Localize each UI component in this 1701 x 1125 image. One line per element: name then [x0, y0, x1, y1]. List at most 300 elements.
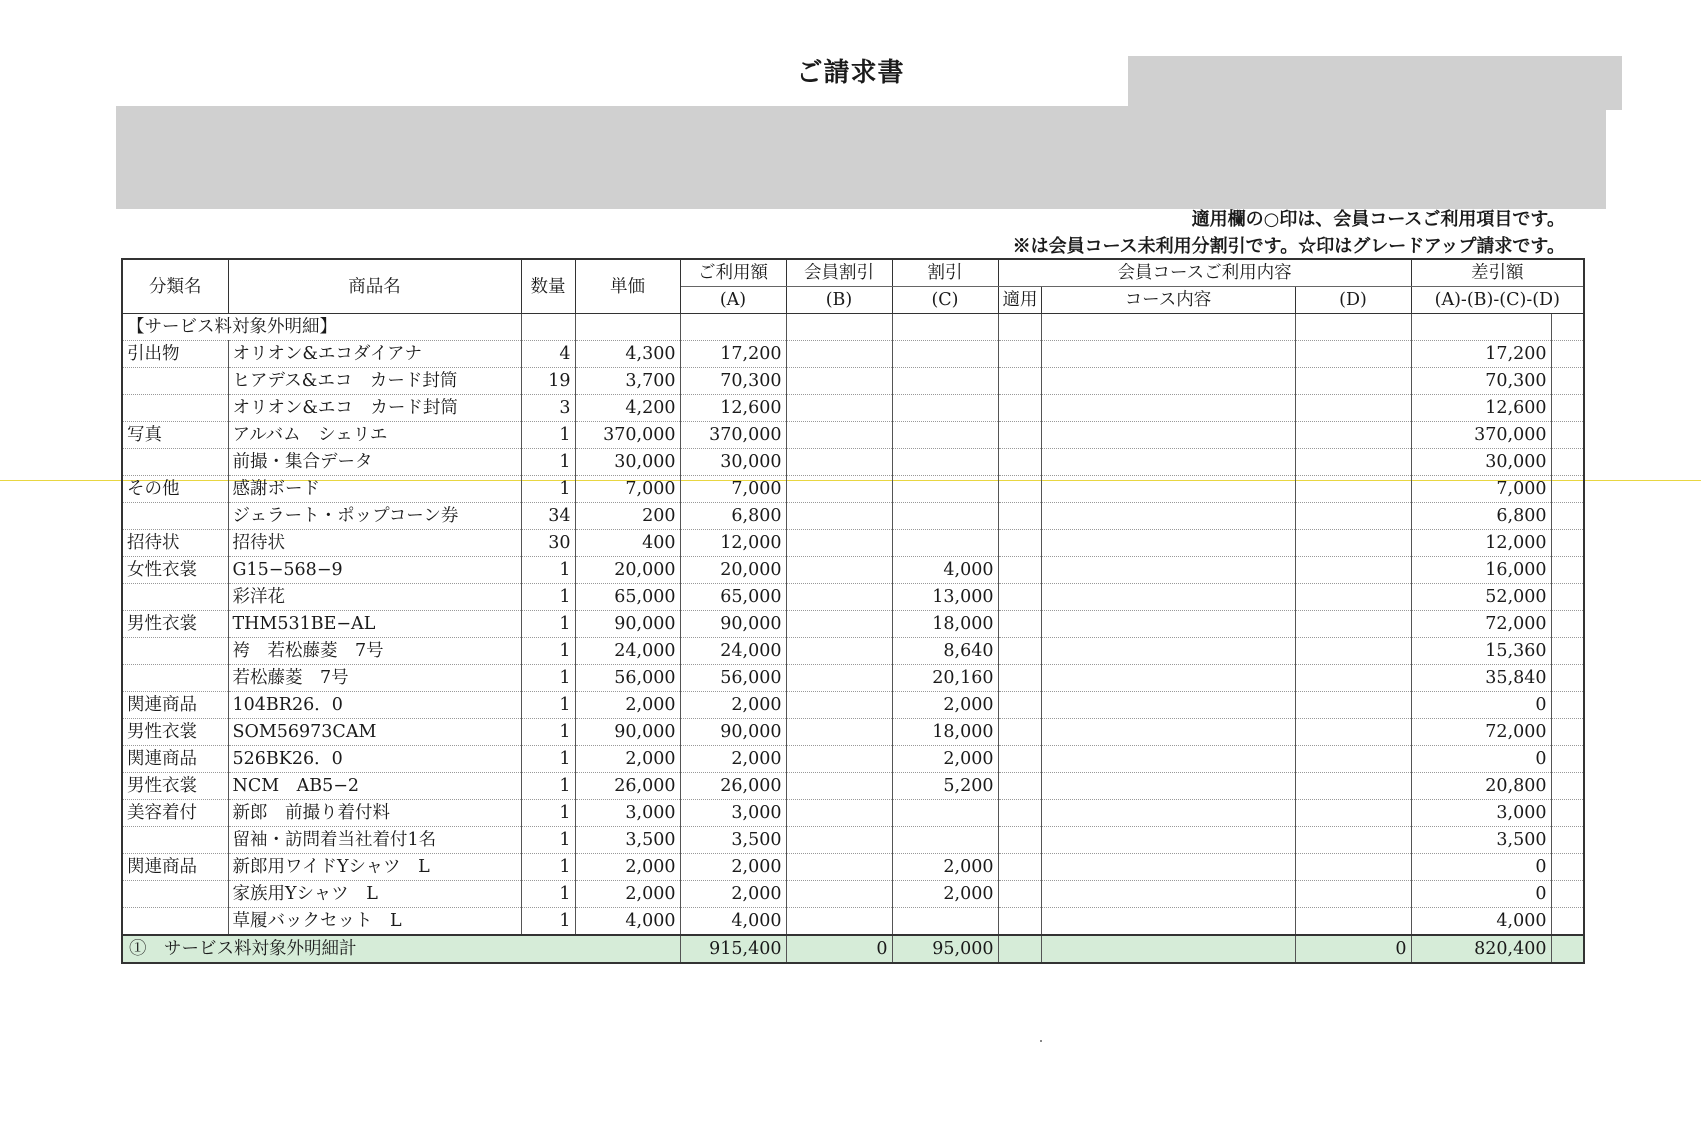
cell-category — [122, 584, 228, 611]
cell-unit-price: 7,000 — [575, 476, 680, 503]
cell-course-d — [1295, 476, 1411, 503]
cell-course-content — [1041, 881, 1295, 908]
cell-apply — [998, 368, 1041, 395]
cell-product: 留袖・訪問着当社着付1名 — [228, 827, 521, 854]
cell-course-content — [1041, 665, 1295, 692]
cell-spare — [1551, 530, 1584, 557]
cell-course-d — [1295, 503, 1411, 530]
cell-product: ジェラート・ポップコーン券 — [228, 503, 521, 530]
cell-category — [122, 665, 228, 692]
cell-course-d — [1295, 368, 1411, 395]
table-row — [122, 530, 1584, 557]
cell-product: THM531BE−AL — [228, 611, 521, 638]
cell-discount: 18,000 — [892, 719, 998, 746]
cell-empty — [1041, 314, 1295, 341]
cell-qty: 1 — [521, 584, 575, 611]
cell-course-d — [1295, 719, 1411, 746]
cell-product: 前撮・集合データ — [228, 449, 521, 476]
cell-qty: 1 — [521, 422, 575, 449]
cell-member-discount — [786, 395, 892, 422]
section-title: 【サービス料対象外明細】 — [122, 314, 521, 341]
cell-amount: 56,000 — [680, 665, 786, 692]
cell-qty: 1 — [521, 746, 575, 773]
cell-apply — [998, 692, 1041, 719]
cell-unit-price: 2,000 — [575, 692, 680, 719]
cell-apply — [998, 827, 1041, 854]
cell-apply — [998, 476, 1041, 503]
cell-apply — [998, 503, 1041, 530]
header-amount: ご利用額 — [680, 259, 786, 287]
total-spare — [1551, 935, 1584, 963]
cell-product: アルバム シェリエ — [228, 422, 521, 449]
cell-empty — [998, 314, 1041, 341]
total-course-content — [1041, 935, 1295, 963]
cell-apply — [998, 800, 1041, 827]
cell-qty: 19 — [521, 368, 575, 395]
table-row — [122, 692, 1584, 719]
cell-qty: 1 — [521, 908, 575, 936]
cell-spare — [1551, 557, 1584, 584]
cell-discount — [892, 395, 998, 422]
cell-course-content — [1041, 422, 1295, 449]
cell-spare — [1551, 692, 1584, 719]
cell-course-content — [1041, 638, 1295, 665]
cell-course-content — [1041, 854, 1295, 881]
cell-qty: 1 — [521, 773, 575, 800]
cell-amount: 90,000 — [680, 611, 786, 638]
cell-member-discount — [786, 341, 892, 368]
cell-member-discount — [786, 854, 892, 881]
cell-course-d — [1295, 773, 1411, 800]
cell-spare — [1551, 665, 1584, 692]
header-member-discount: 会員割引 — [786, 259, 892, 287]
cell-unit-price: 26,000 — [575, 773, 680, 800]
cell-diff: 0 — [1411, 881, 1551, 908]
cell-product: オリオン&エコダイアナ — [228, 341, 521, 368]
cell-amount: 90,000 — [680, 719, 786, 746]
table-row — [122, 584, 1584, 611]
table-row — [122, 503, 1584, 530]
cell-qty: 1 — [521, 827, 575, 854]
cell-course-content — [1041, 476, 1295, 503]
cell-category: 男性衣裳 — [122, 611, 228, 638]
cell-spare — [1551, 881, 1584, 908]
table-row — [122, 557, 1584, 584]
cell-diff: 15,360 — [1411, 638, 1551, 665]
cell-member-discount — [786, 773, 892, 800]
cell-apply — [998, 773, 1041, 800]
cell-diff: 16,000 — [1411, 557, 1551, 584]
cell-diff: 17,200 — [1411, 341, 1551, 368]
cell-unit-price: 3,000 — [575, 800, 680, 827]
cell-qty: 3 — [521, 395, 575, 422]
cell-discount — [892, 422, 998, 449]
cell-category: 写真 — [122, 422, 228, 449]
cell-unit-price: 65,000 — [575, 584, 680, 611]
header-unit-price: 単価 — [575, 259, 680, 314]
cell-unit-price: 90,000 — [575, 611, 680, 638]
cell-product: 家族用Yシャツ L — [228, 881, 521, 908]
cell-qty: 1 — [521, 476, 575, 503]
cell-member-discount — [786, 746, 892, 773]
cell-amount: 17,200 — [680, 341, 786, 368]
cell-unit-price: 4,300 — [575, 341, 680, 368]
cell-amount: 2,000 — [680, 881, 786, 908]
header-category: 分類名 — [122, 259, 228, 314]
cell-category: 女性衣裳 — [122, 557, 228, 584]
cell-qty: 1 — [521, 881, 575, 908]
cell-empty — [1411, 314, 1551, 341]
total-member-discount: 0 — [786, 935, 892, 963]
cell-unit-price: 90,000 — [575, 719, 680, 746]
total-apply — [998, 935, 1041, 963]
cell-unit-price: 2,000 — [575, 746, 680, 773]
cell-course-d — [1295, 881, 1411, 908]
cell-amount: 30,000 — [680, 449, 786, 476]
note-line-1: 適用欄の○印は、会員コースご利用項目です。 — [1191, 209, 1565, 230]
cell-spare — [1551, 341, 1584, 368]
cell-apply — [998, 341, 1041, 368]
cell-spare — [1551, 827, 1584, 854]
cell-discount — [892, 827, 998, 854]
cell-course-content — [1041, 557, 1295, 584]
cell-discount — [892, 341, 998, 368]
cell-qty: 1 — [521, 557, 575, 584]
cell-empty — [1295, 314, 1411, 341]
cell-course-d — [1295, 827, 1411, 854]
cell-course-content — [1041, 368, 1295, 395]
cell-course-content — [1041, 827, 1295, 854]
cell-amount: 70,300 — [680, 368, 786, 395]
header-amount-sub: (A) — [680, 287, 786, 314]
cell-spare — [1551, 368, 1584, 395]
table-row — [122, 773, 1584, 800]
cell-amount: 2,000 — [680, 746, 786, 773]
cell-spare — [1551, 611, 1584, 638]
cell-amount: 370,000 — [680, 422, 786, 449]
cell-apply — [998, 638, 1041, 665]
cell-unit-price: 20,000 — [575, 557, 680, 584]
cell-diff: 12,600 — [1411, 395, 1551, 422]
table-row — [122, 800, 1584, 827]
cell-apply — [998, 395, 1041, 422]
cell-diff: 20,800 — [1411, 773, 1551, 800]
cell-product: 彩洋花 — [228, 584, 521, 611]
cell-qty: 1 — [521, 854, 575, 881]
table-header — [122, 259, 1584, 314]
cell-diff: 70,300 — [1411, 368, 1551, 395]
cell-spare — [1551, 854, 1584, 881]
cell-member-discount — [786, 638, 892, 665]
cell-course-content — [1041, 395, 1295, 422]
cell-spare — [1551, 908, 1584, 936]
cell-member-discount — [786, 557, 892, 584]
cell-course-content — [1041, 908, 1295, 936]
cell-amount: 2,000 — [680, 692, 786, 719]
cell-member-discount — [786, 422, 892, 449]
cell-diff: 0 — [1411, 854, 1551, 881]
cell-category — [122, 908, 228, 936]
cell-discount: 5,200 — [892, 773, 998, 800]
header-discount: 割引 — [892, 259, 998, 287]
cell-amount: 2,000 — [680, 854, 786, 881]
cell-spare — [1551, 584, 1584, 611]
cell-amount: 4,000 — [680, 908, 786, 936]
cell-unit-price: 3,700 — [575, 368, 680, 395]
cell-member-discount — [786, 692, 892, 719]
cell-category — [122, 449, 228, 476]
cell-course-content — [1041, 800, 1295, 827]
cell-course-d — [1295, 611, 1411, 638]
cell-apply — [998, 881, 1041, 908]
cell-qty: 30 — [521, 530, 575, 557]
header-member-discount-sub: (B) — [786, 287, 892, 314]
cell-member-discount — [786, 881, 892, 908]
table-row — [122, 719, 1584, 746]
cell-discount — [892, 503, 998, 530]
cell-discount — [892, 368, 998, 395]
cell-product: 袴 若松藤菱 7号 — [228, 638, 521, 665]
cell-discount: 13,000 — [892, 584, 998, 611]
cell-apply — [998, 665, 1041, 692]
cell-course-d — [1295, 449, 1411, 476]
cell-discount — [892, 449, 998, 476]
redacted-block-top — [1128, 56, 1622, 110]
cell-course-d — [1295, 746, 1411, 773]
header-qty: 数量 — [521, 259, 575, 314]
cell-amount: 3,000 — [680, 800, 786, 827]
cell-empty — [892, 314, 998, 341]
header-apply: 適用 — [998, 287, 1041, 314]
header-course-content: コース内容 — [1041, 287, 1295, 314]
cell-product: G15−568−9 — [228, 557, 521, 584]
table-row — [122, 881, 1584, 908]
cell-diff: 6,800 — [1411, 503, 1551, 530]
cell-category: 男性衣裳 — [122, 773, 228, 800]
table-row — [122, 638, 1584, 665]
cell-apply — [998, 719, 1041, 746]
header-product: 商品名 — [228, 259, 521, 314]
cell-diff: 72,000 — [1411, 719, 1551, 746]
cell-product: 新郎 前撮り着付料 — [228, 800, 521, 827]
cell-member-discount — [786, 449, 892, 476]
cell-diff: 52,000 — [1411, 584, 1551, 611]
cell-amount: 7,000 — [680, 476, 786, 503]
cell-apply — [998, 908, 1041, 936]
header-course-d: (D) — [1295, 287, 1411, 314]
cell-discount: 2,000 — [892, 854, 998, 881]
cell-category — [122, 881, 228, 908]
cell-amount: 12,000 — [680, 530, 786, 557]
cell-spare — [1551, 503, 1584, 530]
cell-spare — [1551, 719, 1584, 746]
cell-member-discount — [786, 665, 892, 692]
cell-product: 若松藤菱 7号 — [228, 665, 521, 692]
cell-discount — [892, 476, 998, 503]
cell-course-d — [1295, 557, 1411, 584]
cell-course-d — [1295, 584, 1411, 611]
header-diff: 差引額 — [1411, 259, 1584, 287]
cell-discount: 4,000 — [892, 557, 998, 584]
cell-product: NCM AB5−2 — [228, 773, 521, 800]
cell-category: 美容着付 — [122, 800, 228, 827]
cell-product: 招待状 — [228, 530, 521, 557]
cell-amount: 65,000 — [680, 584, 786, 611]
cell-qty: 34 — [521, 503, 575, 530]
cell-diff: 30,000 — [1411, 449, 1551, 476]
cell-discount: 2,000 — [892, 692, 998, 719]
cell-member-discount — [786, 827, 892, 854]
cell-member-discount — [786, 476, 892, 503]
cell-diff: 0 — [1411, 692, 1551, 719]
cell-diff: 370,000 — [1411, 422, 1551, 449]
scan-speck — [1040, 1040, 1042, 1042]
table-row — [122, 449, 1584, 476]
cell-course-d — [1295, 692, 1411, 719]
table-row — [122, 611, 1584, 638]
cell-course-content — [1041, 530, 1295, 557]
cell-course-content — [1041, 341, 1295, 368]
cell-unit-price: 370,000 — [575, 422, 680, 449]
redacted-block-address — [116, 106, 1606, 209]
cell-amount: 20,000 — [680, 557, 786, 584]
cell-unit-price: 200 — [575, 503, 680, 530]
cell-course-d — [1295, 341, 1411, 368]
cell-product: 104BR26．0 — [228, 692, 521, 719]
cell-category: その他 — [122, 476, 228, 503]
cell-course-d — [1295, 422, 1411, 449]
total-amount: 915,400 — [680, 935, 786, 963]
cell-apply — [998, 746, 1041, 773]
table-row — [122, 746, 1584, 773]
cell-member-discount — [786, 368, 892, 395]
cell-member-discount — [786, 584, 892, 611]
cell-diff: 35,840 — [1411, 665, 1551, 692]
cell-amount: 24,000 — [680, 638, 786, 665]
cell-apply — [998, 422, 1041, 449]
cell-apply — [998, 611, 1041, 638]
cell-category: 招待状 — [122, 530, 228, 557]
cell-apply — [998, 854, 1041, 881]
cell-product: 草履バックセット L — [228, 908, 521, 936]
cell-discount: 2,000 — [892, 746, 998, 773]
cell-discount: 8,640 — [892, 638, 998, 665]
cell-member-discount — [786, 503, 892, 530]
cell-empty — [1551, 314, 1584, 341]
cell-qty: 1 — [521, 665, 575, 692]
cell-empty — [680, 314, 786, 341]
cell-spare — [1551, 638, 1584, 665]
cell-empty — [786, 314, 892, 341]
total-diff: 820,400 — [1411, 935, 1551, 963]
cell-apply — [998, 449, 1041, 476]
cell-spare — [1551, 395, 1584, 422]
cell-member-discount — [786, 908, 892, 936]
cell-qty: 4 — [521, 341, 575, 368]
table-row — [122, 395, 1584, 422]
cell-unit-price: 400 — [575, 530, 680, 557]
cell-course-d — [1295, 530, 1411, 557]
header-discount-sub: (C) — [892, 287, 998, 314]
cell-spare — [1551, 422, 1584, 449]
cell-category — [122, 638, 228, 665]
cell-product: 感謝ボード — [228, 476, 521, 503]
cell-apply — [998, 584, 1041, 611]
cell-amount: 6,800 — [680, 503, 786, 530]
cell-unit-price: 4,200 — [575, 395, 680, 422]
cell-qty: 1 — [521, 638, 575, 665]
table-row — [122, 908, 1584, 936]
cell-discount: 20,160 — [892, 665, 998, 692]
cell-diff: 72,000 — [1411, 611, 1551, 638]
document-title: ご請求書 — [796, 58, 905, 88]
invoice-table — [121, 258, 1585, 964]
cell-diff: 4,000 — [1411, 908, 1551, 936]
cell-product: ヒアデス&エコ カード封筒 — [228, 368, 521, 395]
cell-discount: 2,000 — [892, 881, 998, 908]
cell-product: 526BK26．0 — [228, 746, 521, 773]
cell-category: 男性衣裳 — [122, 719, 228, 746]
cell-course-d — [1295, 854, 1411, 881]
cell-amount: 12,600 — [680, 395, 786, 422]
cell-discount — [892, 800, 998, 827]
cell-course-d — [1295, 638, 1411, 665]
cell-unit-price: 2,000 — [575, 854, 680, 881]
cell-unit-price: 4,000 — [575, 908, 680, 936]
cell-qty: 1 — [521, 449, 575, 476]
total-course-d: 0 — [1295, 935, 1411, 963]
total-label: ① サービス料対象外明細計 — [122, 935, 680, 963]
cell-spare — [1551, 773, 1584, 800]
cell-category: 関連商品 — [122, 854, 228, 881]
cell-member-discount — [786, 719, 892, 746]
cell-course-content — [1041, 503, 1295, 530]
cell-diff: 7,000 — [1411, 476, 1551, 503]
total-discount: 95,000 — [892, 935, 998, 963]
table-row — [122, 368, 1584, 395]
note-line-2: ※は会員コース未利用分割引です。☆印はグレードアップ請求です。 — [1012, 236, 1565, 257]
cell-diff: 3,000 — [1411, 800, 1551, 827]
cell-qty: 1 — [521, 611, 575, 638]
cell-amount: 3,500 — [680, 827, 786, 854]
cell-course-content — [1041, 746, 1295, 773]
cell-spare — [1551, 746, 1584, 773]
cell-course-d — [1295, 800, 1411, 827]
table-row — [122, 476, 1584, 503]
cell-course-content — [1041, 449, 1295, 476]
section-row — [122, 314, 1584, 341]
cell-diff: 0 — [1411, 746, 1551, 773]
cell-category — [122, 827, 228, 854]
cell-unit-price: 56,000 — [575, 665, 680, 692]
cell-category — [122, 368, 228, 395]
cell-discount: 18,000 — [892, 611, 998, 638]
cell-course-content — [1041, 719, 1295, 746]
cell-unit-price: 30,000 — [575, 449, 680, 476]
cell-product: オリオン&エコ カード封筒 — [228, 395, 521, 422]
cell-qty: 1 — [521, 800, 575, 827]
cell-amount: 26,000 — [680, 773, 786, 800]
cell-apply — [998, 530, 1041, 557]
table-row — [122, 827, 1584, 854]
total-row — [122, 935, 1584, 963]
cell-course-d — [1295, 665, 1411, 692]
cell-member-discount — [786, 530, 892, 557]
cell-spare — [1551, 800, 1584, 827]
table-row — [122, 854, 1584, 881]
cell-diff: 12,000 — [1411, 530, 1551, 557]
header-course-group: 会員コースご利用内容 — [998, 259, 1411, 287]
